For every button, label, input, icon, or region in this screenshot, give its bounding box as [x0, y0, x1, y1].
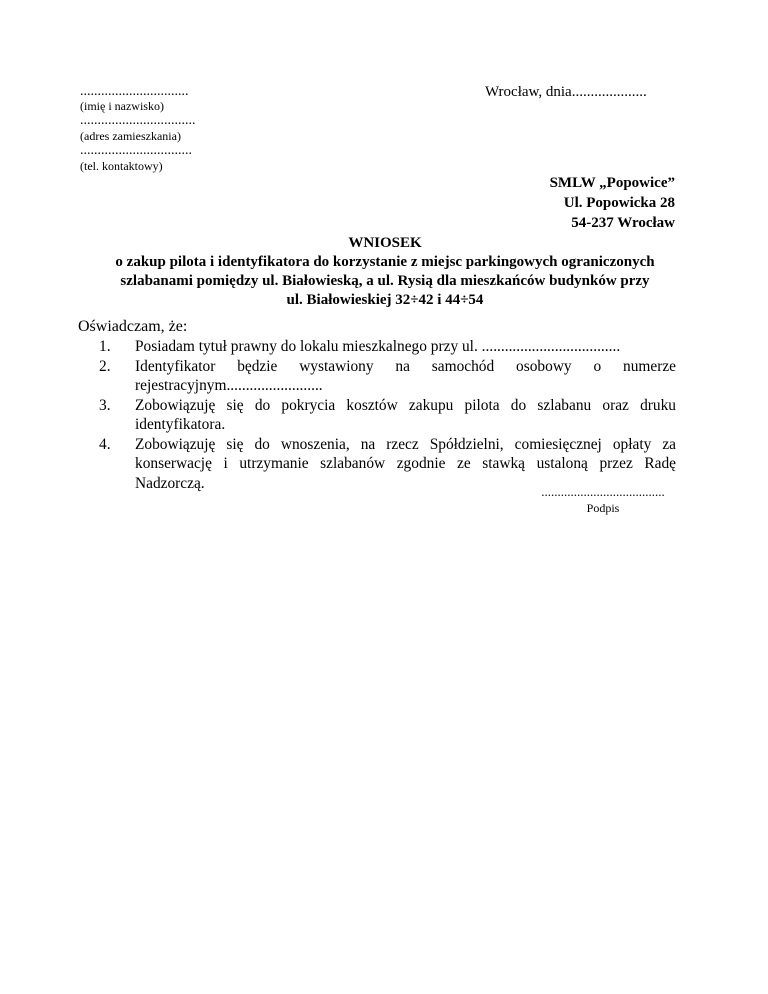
title-line-2: szlabanami pomiędzy ul. Białowieską, a ul. Rysią dla mieszkańców budynków przy — [120, 273, 650, 289]
phone-dotted-line: ................................ — [80, 143, 192, 158]
title-line-3: ul. Białowieskiej 32÷42 i 44÷54 — [286, 292, 484, 308]
list-item — [78, 396, 676, 435]
item-text: Zobowiązuję się do wnoszenia, na rzecz Spółdzielni, comiesięcznej opłaty za konserwację i utrzymanie szlabanów zgodnie ze stawką ustaloną przez Radę Nadzorczą. — [135, 435, 676, 492]
item-number: 2. — [99, 357, 111, 375]
item-number: 1. — [99, 338, 111, 355]
address-dotted-line: ................................. — [80, 113, 196, 128]
recipient-name: SMLW „Popowice” — [549, 175, 675, 191]
document-heading: WNIOSEK — [348, 235, 422, 251]
item-text: Zobowiązuję się do pokrycia kosztów zakupu pilota do szlabanu oraz druku identyfikatora. — [135, 396, 676, 433]
statement-intro: Oświadczam, że: — [78, 318, 188, 335]
address-label: (adres zamieszkania) — [80, 129, 181, 143]
item-number: 4. — [99, 435, 111, 453]
signature-label: Podpis — [586, 501, 620, 515]
item-number: 3. — [99, 396, 111, 414]
item-text: Identyfikator będzie wystawiony na samochód osobowy o numerze rejestracyjnym......................... — [135, 357, 676, 394]
phone-label: (tel. kontaktowy) — [80, 159, 163, 173]
signature-block — [528, 484, 678, 516]
recipient-street: Ul. Popowicka 28 — [563, 195, 675, 211]
title-line-1: o zakup pilota i identyfikatora do korzystanie z miejsc parkingowych ograniczonych — [115, 254, 655, 270]
name-label: (imię i nazwisko) — [80, 99, 164, 113]
list-item — [78, 357, 676, 396]
declaration-list — [78, 337, 676, 493]
item-text: Posiadam tytuł prawny do lokalu mieszkalnego przy ul. .................................... — [135, 338, 621, 355]
recipient-block — [550, 173, 675, 233]
place-date: Wrocław, dnia.................... — [485, 84, 647, 100]
signature-dotted-line: ...................................... — [541, 484, 665, 499]
title-block — [90, 234, 680, 310]
name-dotted-line: ............................... — [80, 84, 189, 99]
recipient-city: 54-237 Wrocław — [571, 215, 675, 231]
list-item — [78, 337, 676, 357]
